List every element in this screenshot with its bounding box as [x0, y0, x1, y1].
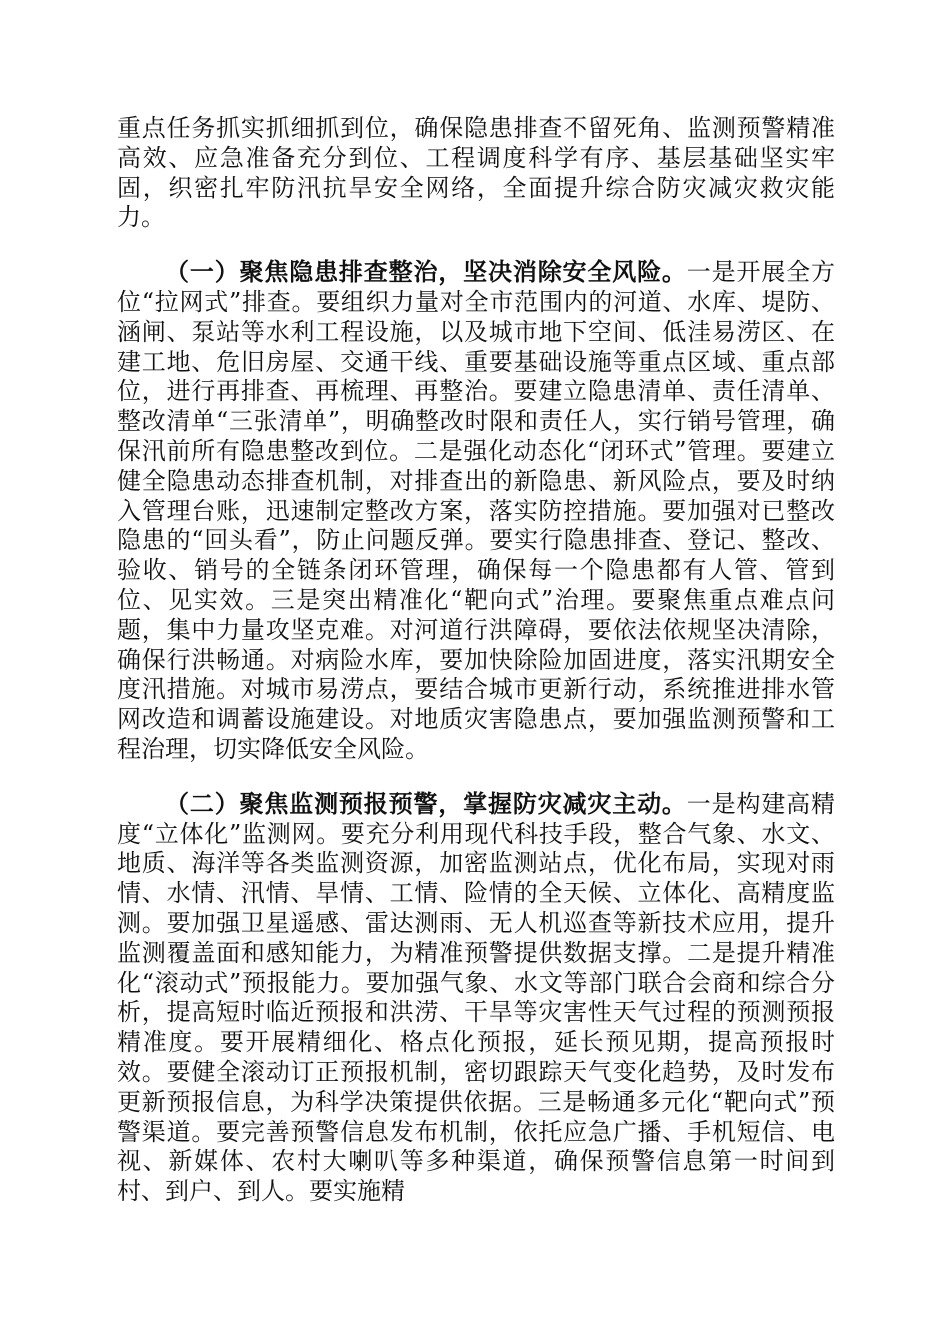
paragraph-section-1: [117, 257, 835, 765]
section-heading: （二）聚焦监测预报预警，掌握防灾减灾主动。: [165, 788, 687, 818]
paragraph-text: 一是构建高精度“立体化”监测网。要充分利用现代科技手段，整合气象、水文、地质、海洋等各类监测资源，加密监测站点，优化布局，实现对雨情、水情、汛情、旱情、工情、险情的全天候、立体化、高精度监测。要加强卫星遥感、雷达测雨、无人机巡查等新技术应用，提升监测覆盖面和感知能力，为精准预警提供数据支撑。二是提升精准化“滚动式”预报能力。要加强气象、水文等部门联合会商和综合分析，提高短时临近预报和洪涝、干旱等灾害性天气过程的预测预报精准度。要开展精细化、格点化预报，延长预见期，提高预报时效。要健全滚动订正预报机制，密切跟踪天气变化趋势，及时发布更新预报信息，为科学决策提供依据。三是畅通多元化“靶向式”预警渠道。要完善预警信息发布机制，依托应急广播、手机短信、电视、新媒体、农村大喇叭等多种渠道，确保预警信息第一时间到村、到户、到人。要实施精: [117, 789, 836, 1206]
paragraph-text: 重点任务抓实抓细抓到位，确保隐患排查不留死角、监测预警精准高效、应急准备充分到位、工程调度科学有序、基层基础坚实牢固，织密扎牢防汛抗旱安全网络，全面提升综合防灾减灾救灾能力。: [117, 114, 835, 232]
paragraph-intro: [117, 114, 835, 233]
section-heading: （一）聚焦隐患排查整治，坚决消除安全风险。: [165, 257, 687, 287]
paragraph-text: 一是开展全方位“拉网式”排查。要组织力量对全市范围内的河道、水库、堤防、涵闸、泵站等水利工程设施，以及城市地下空间、低洼易涝区、在建工地、危旧房屋、交通干线、重要基础设施等重点区域、重点部位，进行再排查、再梳理、再整治。要建立隐患清单、责任清单、整改清单“三张清单”，明确整改时限和责任人，实行销号管理，确保汛前所有隐患整改到位。二是强化动态化“闭环式”管理。要建立健全隐患动态排查机制，对排查出的新隐患、新风险点，要及时纳入管理台账，迅速制定整改方案，落实防控措施。要加强对已整改隐患的“回头看”，防止问题反弹。要实行隐患排查、登记、整改、验收、销号的全链条闭环管理，确保每一个隐患都有人管、管到位、见实效。三是突出精准化“靶向式”治理。要聚焦重点难点问题，集中力量攻坚克难。对河道行洪障碍，要依法依规坚决清除，确保行洪畅通。对病险水库，要加快除险加固进度，落实汛期安全度汛措施。对城市易涝点，要结合城市更新行动，系统推进排水管网改造和调蓄设施建设。对地质灾害隐患点，要加强监测预警和工程治理，切实降低安全风险。: [117, 258, 836, 763]
document-page: [117, 114, 835, 1231]
paragraph-section-2: [117, 789, 835, 1207]
